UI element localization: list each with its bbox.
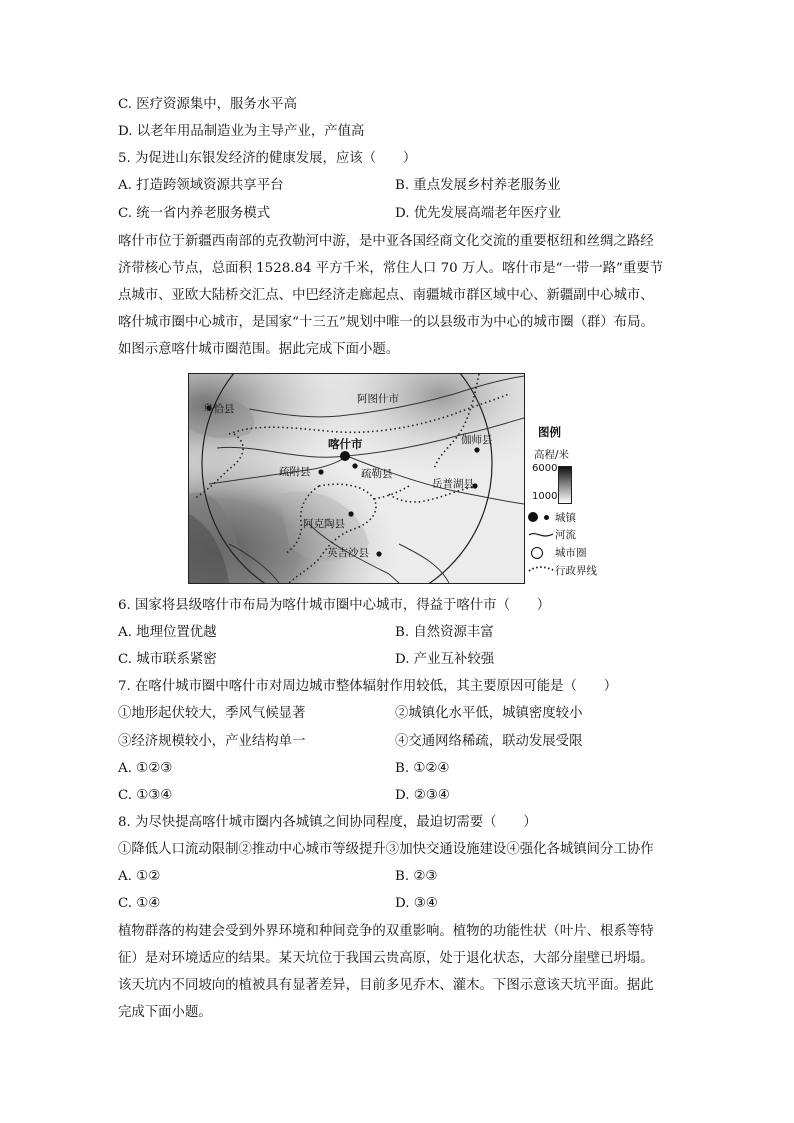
q8-stem: 8. 为尽快提高喀什城市圈内各城镇之间协同程度，最迫切需要（ ） bbox=[118, 815, 537, 830]
q5-stem: 5. 为促进山东银发经济的健康发展，应该（ ） bbox=[118, 151, 417, 166]
place-yuepuhu: 岳普湖县 bbox=[432, 478, 474, 490]
q5-option-b: B. 重点发展乡村养老服务业 bbox=[395, 178, 561, 193]
legend-elev-min: 1000 bbox=[532, 491, 558, 502]
place-atushi: 阿图什市 bbox=[357, 393, 399, 405]
passage-line: 植物群落的构建会受到外界环境和种间竞争的双重影响。植物的功能性状（叶片、根系等特 bbox=[118, 924, 654, 939]
q6-option-d: D. 产业互补较强 bbox=[395, 652, 495, 667]
legend-boundary: 行政界线 bbox=[555, 565, 597, 577]
passage-line: 完成下面小题。 bbox=[118, 1005, 212, 1020]
passage-tiankeng bbox=[118, 918, 683, 1026]
passage-line: 济带核心节点，总面积 1528.84 平方千米，常住人口 70 万人。喀什市是“一带一路”重要节 bbox=[118, 261, 664, 276]
q7-option-a: A. ①②③ bbox=[118, 761, 173, 776]
passage-line: 喀什城市圈中心城市，是国家“十三五”规划中唯一的以县级市为中心的城市圈（群）布局。 bbox=[118, 315, 654, 330]
passage-line: 点城市、亚欧大陆桥交汇点、中巴经济走廊起点、南疆城市群区域中心、新疆副中心城市、 bbox=[118, 288, 654, 303]
passage-line: 征）是对环境适应的结果。某天坑位于我国云贵高原，处于退化状态，大部分崖壁已坍塌。 bbox=[118, 951, 654, 966]
place-shufu: 疏附县 bbox=[279, 466, 311, 478]
place-shule: 疏勒县 bbox=[361, 468, 393, 480]
q7-statement-2: ②城镇化水平低，城镇密度较小 bbox=[395, 706, 583, 721]
passage-line: 如图示意喀什城市圈范围。据此完成下面小题。 bbox=[118, 342, 400, 357]
q4-option-d: D. 以老年用品制造业为主导产业，产值高 bbox=[118, 124, 365, 139]
q7-stem: 7. 在喀什城市圈中喀什市对周边城市整体辐射作用较低，其主要原因可能是（ ） bbox=[118, 679, 618, 694]
legend-title: 图例 bbox=[538, 425, 561, 439]
q5-option-c: C. 统一省内养老服务模式 bbox=[118, 206, 271, 221]
q5-option-a: A. 打造跨领域资源共享平台 bbox=[118, 178, 284, 193]
legend-boundary-icon bbox=[528, 564, 554, 574]
q7-statement-3: ③经济规模较小，产业结构单一 bbox=[118, 734, 306, 749]
q6-option-b: B. 自然资源丰富 bbox=[395, 625, 494, 640]
legend-river-icon bbox=[528, 529, 554, 541]
q8-option-b: B. ②③ bbox=[395, 869, 438, 884]
q8-statements: ①降低人口流动限制②推动中心城市等级提升③加快交通设施建设④强化各城镇间分工协作 bbox=[118, 842, 654, 857]
q7-statement-1: ①地形起伏较大，季风气候显著 bbox=[118, 706, 306, 721]
q4-option-c: C. 医疗资源集中，服务水平高 bbox=[118, 97, 297, 112]
q7-option-c: C. ①③④ bbox=[118, 788, 173, 803]
legend-river: 河流 bbox=[555, 529, 576, 541]
place-jiashi: 伽师县 bbox=[461, 434, 493, 446]
q5-option-d: D. 优先发展高端老年医疗业 bbox=[395, 206, 562, 221]
q8-option-c: C. ①④ bbox=[118, 896, 161, 911]
legend-elev-max: 6000 bbox=[532, 463, 558, 474]
q6-stem: 6. 国家将县级喀什市布局为喀什城市圈中心城市，得益于喀什市（ ） bbox=[118, 598, 551, 613]
place-aketao: 阿克陶县 bbox=[303, 518, 345, 530]
q6-option-a: A. 地理位置优越 bbox=[118, 625, 217, 640]
legend-elevation-bar bbox=[558, 466, 572, 504]
q7-option-d: D. ②③④ bbox=[395, 788, 450, 803]
q6-option-c: C. 城市联系紧密 bbox=[118, 652, 217, 667]
legend-circle-icon bbox=[531, 547, 543, 559]
passage-line: 喀什市位于新疆西南部的克孜勒河中游，是中亚各国经商文化交流的重要枢纽和丝绸之路经 bbox=[118, 234, 654, 249]
q7-statement-4: ④交通网络稀疏，联动发展受限 bbox=[395, 734, 583, 749]
legend-elevation-label: 高程/米 bbox=[534, 449, 570, 461]
legend-town: 城镇 bbox=[555, 512, 576, 524]
place-wuqia: 乌恰县 bbox=[203, 403, 235, 415]
legend-town-small-icon bbox=[544, 515, 549, 520]
q7-option-b: B. ①②④ bbox=[395, 761, 450, 776]
kashi-city-circle-map bbox=[188, 373, 525, 584]
passage-kashi bbox=[118, 228, 683, 363]
place-yingjisha: 英吉沙县 bbox=[327, 547, 369, 559]
place-kashi: 喀什市 bbox=[328, 437, 363, 451]
legend-town-big-icon bbox=[528, 512, 538, 522]
legend-circle: 城市圈 bbox=[555, 547, 587, 559]
q8-option-a: A. ①② bbox=[118, 869, 161, 884]
passage-line: 该天坑内不同坡向的植被具有显著差异，目前多见乔木、灌木。下图示意该天坑平面。据此 bbox=[118, 978, 654, 993]
q8-option-d: D. ③④ bbox=[395, 896, 438, 911]
map-legend bbox=[528, 424, 618, 584]
